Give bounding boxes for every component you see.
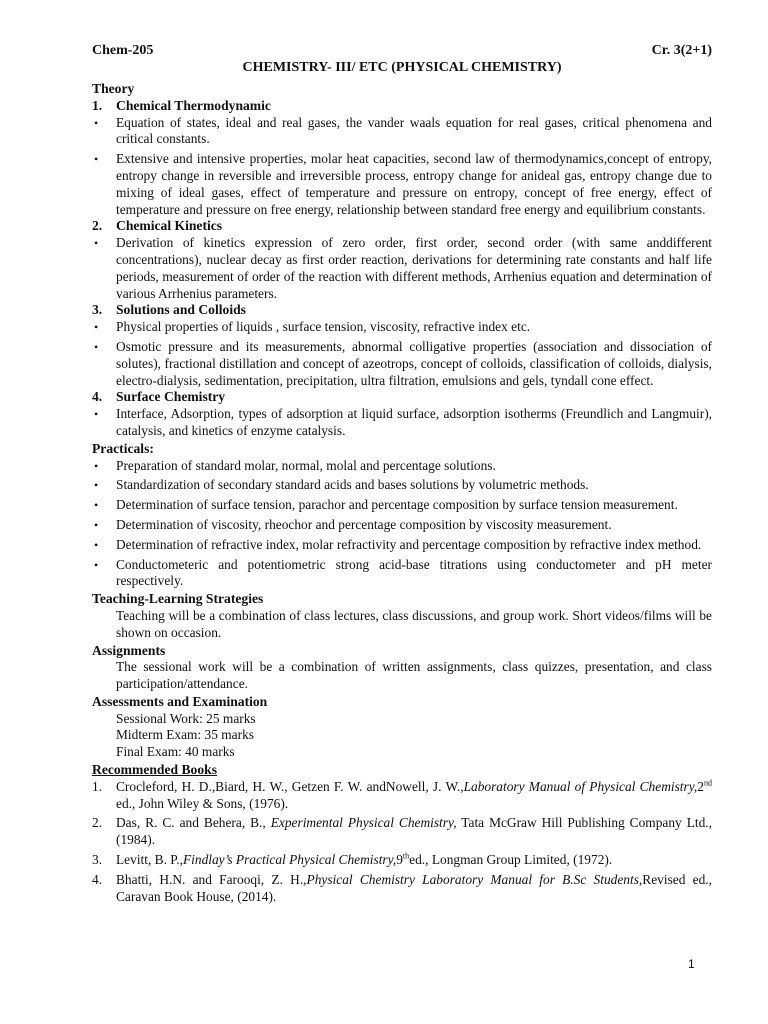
section-number: 3. bbox=[92, 302, 103, 318]
bullet-icon: • bbox=[94, 557, 99, 572]
bullet-icon: • bbox=[94, 339, 99, 354]
bullet-text: Derivation of kinetics expression of zero order, first order, second order (with same anddifferent concentrations), nuclear decay as first order reaction, derivations for determining rate constants and half life periods, measurement of order of the reaction with different methods, Arrhenius equation and determination of various Arrhenius parameters. bbox=[116, 235, 712, 301]
book-title: Laboratory Manual of Physical Chemistry, bbox=[463, 778, 698, 794]
bullet-icon: • bbox=[94, 320, 99, 335]
bullet-item bbox=[92, 557, 712, 591]
bullet-text: Preparation of standard molar, normal, molal and percentage solutions. bbox=[116, 457, 496, 473]
teaching-text: Teaching will be a combination of class lectures, class discussions, and group work. Short videos/films will be shown on occasion. bbox=[116, 607, 712, 640]
bullet-icon: • bbox=[94, 407, 99, 422]
bullet-icon: • bbox=[94, 498, 99, 513]
bullet-item bbox=[92, 458, 712, 475]
assignments-text: The sessional work will be a combination of written assignments, class quizzes, presentation, and class participation/attendance. bbox=[116, 659, 712, 692]
bullet-icon: • bbox=[94, 236, 99, 251]
section-heading bbox=[92, 98, 712, 115]
books-list bbox=[92, 779, 712, 906]
bullet-text: Determination of viscosity, rheochor and percentage composition by viscosity measurement. bbox=[116, 516, 612, 532]
section-number: 1. bbox=[92, 97, 103, 113]
book-edition-number: 2 bbox=[697, 778, 704, 794]
book-title: Findlay’s Practical Physical Chemistry, bbox=[182, 852, 397, 868]
practicals-list bbox=[92, 458, 712, 591]
theory-sections bbox=[92, 98, 712, 440]
book-edition-number: 9 bbox=[396, 852, 403, 868]
theory-heading: Theory bbox=[92, 81, 135, 96]
bullet-item bbox=[92, 151, 712, 218]
bullet-item bbox=[92, 115, 712, 149]
bullet-item bbox=[92, 319, 712, 336]
book-publisher: Tata McGraw Hill Publishing Company Ltd., (1984). bbox=[116, 815, 712, 848]
bullet-item bbox=[92, 537, 712, 554]
bullet-icon: • bbox=[94, 517, 99, 532]
assessment-line: Sessional Work: 25 marks bbox=[116, 710, 256, 726]
section-heading bbox=[92, 218, 712, 235]
course-title: CHEMISTRY- III/ ETC (PHYSICAL CHEMISTRY) bbox=[242, 60, 562, 75]
book-entry bbox=[92, 815, 712, 849]
book-authors: Bhatti, H.N. and Farooqi, Z. H., bbox=[116, 871, 307, 887]
page-header bbox=[92, 43, 712, 60]
bullet-text: Equation of states, ideal and real gases, the vander waals equation for real gases, critical phenomena and critical constants. bbox=[116, 114, 712, 147]
bullet-item bbox=[92, 477, 712, 494]
credit-hours: Cr. 3(2+1) bbox=[651, 43, 712, 58]
bullet-text: Determination of refractive index, molar refractivity and percentage composition by refractive index method. bbox=[116, 536, 702, 552]
bullet-icon: • bbox=[94, 478, 99, 493]
section-number: 4. bbox=[92, 389, 103, 405]
practicals-heading: Practicals: bbox=[92, 440, 154, 456]
book-authors: Crocleford, H. D.,Biard, H. W., Getzen F. W. andNowell, J. W., bbox=[116, 778, 464, 794]
book-entry bbox=[92, 779, 712, 813]
book-authors: Levitt, B. P., bbox=[116, 852, 183, 868]
assignments-heading: Assignments bbox=[92, 642, 166, 658]
bullet-item bbox=[92, 517, 712, 534]
bullet-icon: • bbox=[94, 458, 99, 473]
bullet-text: Osmotic pressure and its measurements, abnormal colligative properties (association and dissociation of solutes), fractional distillation and concept of azeotrops, concept of colloids, classification of colloids, dialysis, electro-dialysis, sedimentation, precipitation, ultra filtration, emulsions and gels, tyndall cone effect. bbox=[116, 338, 712, 388]
section-heading bbox=[92, 389, 712, 406]
section-title: Chemical Kinetics bbox=[116, 218, 223, 234]
bullet-text: Extensive and intensive properties, molar heat capacities, second law of thermodynamics,concept of entropy, entropy change in reversible and irreversible process, entropy change for anideal gas, entropy change due to mixing of ideal gases, effect of temperature and pressure on entropy, concept of free energy, effect of temperature and pressure on free energy, relationship between standard free energy and equilibrium constants. bbox=[116, 151, 712, 217]
book-number: 4. bbox=[92, 871, 103, 887]
bullet-icon: • bbox=[94, 152, 99, 167]
section-title: Chemical Thermodynamic bbox=[116, 97, 271, 113]
section-heading bbox=[92, 302, 712, 319]
bullet-text: Physical properties of liquids , surface tension, viscosity, refractive index etc. bbox=[116, 319, 531, 335]
book-number: 2. bbox=[92, 815, 103, 831]
bullet-text: Conductometeric and potentiometric strong acid-base titrations using conductometer and pH meter respectively. bbox=[116, 556, 712, 589]
book-edition-suffix: nd bbox=[703, 778, 712, 788]
bullet-text: Determination of surface tension, parachor and percentage composition by surface tension measurement. bbox=[116, 497, 678, 513]
book-number: 1. bbox=[92, 778, 103, 794]
course-outline bbox=[92, 80, 712, 905]
bullet-item bbox=[92, 235, 712, 302]
book-publisher: ed., John Wiley & Sons, (1976). bbox=[116, 795, 289, 811]
book-title: Physical Chemistry Laboratory Manual for B.Sc Students, bbox=[306, 871, 643, 887]
bullet-icon: • bbox=[94, 537, 99, 552]
bullet-item bbox=[92, 406, 712, 440]
assessment-line: Final Exam: 40 marks bbox=[116, 744, 235, 760]
book-publisher: Revised ed., Caravan Book House, (2014). bbox=[116, 871, 712, 904]
bullet-text: Interface, Adsorption, types of adsorption at liquid surface, adsorption isotherms (Freundlich and Langmuir), catalysis, and kinetics of enzyme catalysis. bbox=[116, 406, 712, 438]
course-code: Chem-205 bbox=[92, 43, 154, 58]
bullet-item bbox=[92, 497, 712, 514]
section-title: Solutions and Colloids bbox=[116, 302, 246, 318]
section-title: Surface Chemistry bbox=[116, 389, 226, 405]
teaching-heading: Teaching-Learning Strategies bbox=[92, 591, 264, 607]
book-title: Experimental Physical Chemistry, bbox=[270, 815, 457, 831]
assessment-line: Midterm Exam: 35 marks bbox=[116, 727, 254, 743]
page-number: 1 bbox=[688, 957, 695, 971]
book-authors: Das, R. C. and Behera, B., bbox=[116, 815, 271, 831]
book-entry bbox=[92, 872, 712, 906]
section-number: 2. bbox=[92, 218, 103, 234]
assessment-heading: Assessments and Examination bbox=[92, 693, 268, 709]
bullet-text: Standardization of secondary standard acids and bases solutions by volumetric methods. bbox=[116, 477, 589, 493]
book-number: 3. bbox=[92, 852, 103, 868]
book-publisher: ed., Longman Group Limited, (1972). bbox=[409, 852, 613, 868]
bullet-item bbox=[92, 339, 712, 389]
books-heading: Recommended Books bbox=[92, 762, 217, 778]
book-entry bbox=[92, 852, 712, 869]
book-edition-suffix: th bbox=[402, 851, 410, 861]
bullet-icon: • bbox=[94, 115, 99, 130]
